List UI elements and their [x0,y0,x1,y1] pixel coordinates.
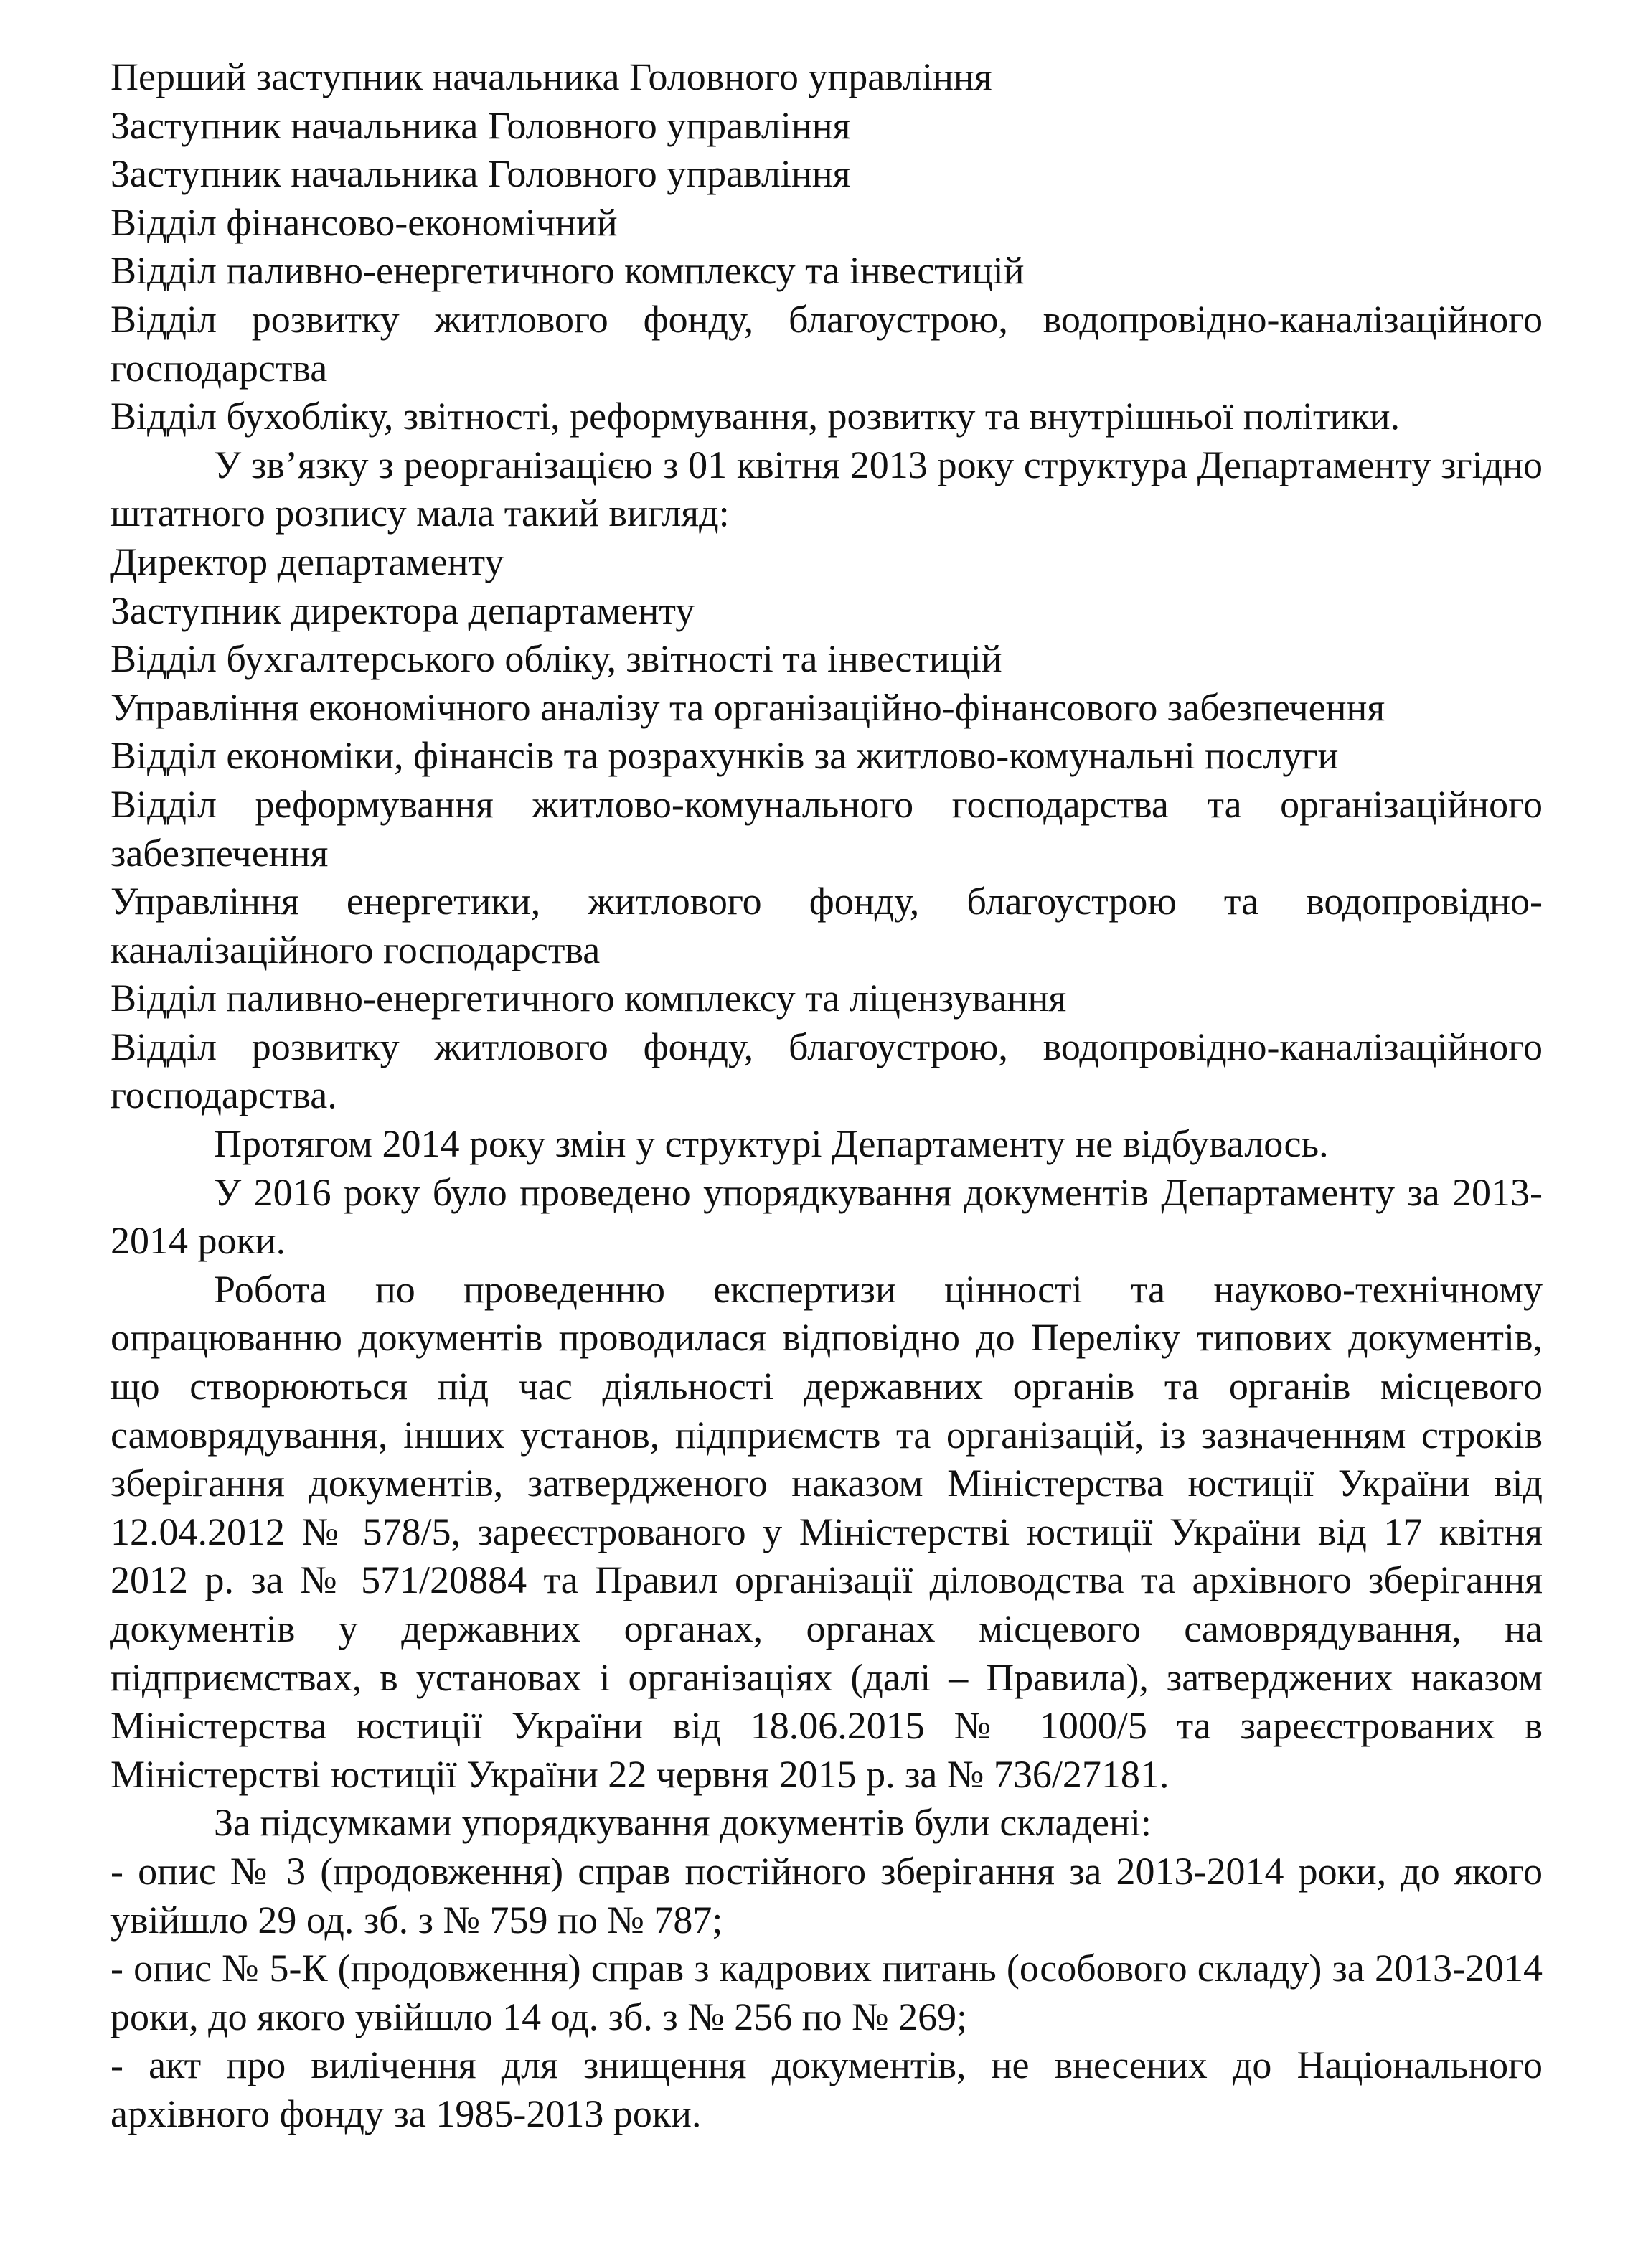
structure-line-2: Заступник начальника Головного управління [110,103,851,147]
results-intro: За підсумками упорядкування документів були складені: [214,1801,1152,1845]
result-item-2: - опис № 5-К (продовження) справ з кадрових питань (особового складу) за 2013-2014 роки, до якого увійшло 14 од. зб. з № 256 по № 269; [110,1947,1543,2038]
new-structure-line-6: Відділ реформування житлово-комунального господарства та організаційного забезпечення [110,782,1543,875]
new-structure-line-9: Відділ розвитку житлового фонду, благоустрою, водопровідно-каналізаційного господарства. [110,1025,1543,1117]
structure-line-5: Відділ паливно-енергетичного комплексу та інвестицій [110,249,1025,293]
paragraph-2014: Протягом 2014 року змін у структурі Департаменту не відбувалось. [214,1122,1329,1166]
reorg-paragraph: У зв’язку з реорганізацією з 01 квітня 2013 року структура Департаменту згідно штатного розпису мала такий вигляд: [110,443,1543,535]
structure-line-6: Відділ розвитку житлового фонду, благоустрою, водопровідно-каналізаційного господарства [110,297,1543,390]
result-item-1: - опис № 3 (продовження) справ постійного зберігання за 2013-2014 роки, до якого увійшло 29 од. зб. з № 759 по № 787; [110,1849,1543,1942]
structure-line-1: Перший заступник начальника Головного управління [110,55,992,98]
new-structure-line-1: Директор департаменту [110,540,504,583]
document-body [110,53,1543,2139]
new-structure-line-4: Управління економічного аналізу та організаційно-фінансового забезпечення [110,685,1385,729]
new-structure-line-2: Заступник директора департаменту [110,588,695,632]
structure-line-7: Відділ бухобліку, звітності, реформування, розвитку та внутрішньої політики. [110,395,1401,438]
new-structure-line-5: Відділ економіки, фінансів та розрахунків за житлово-комунальні послуги [110,734,1339,778]
new-structure-line-7: Управління енергетики, житлового фонду, благоустрою та водопровідно-каналізаційного господарства [110,880,1543,971]
new-structure-line-8: Відділ паливно-енергетичного комплексу та ліцензування [110,977,1067,1020]
new-structure-line-3: Відділ бухгалтерського обліку, звітності та інвестицій [110,637,1002,681]
result-item-3: - акт про вилічення для знищення документів, не внесених до Національного архівного фонду за 1985-2013 роки. [110,2043,1543,2135]
paragraph-2016: У 2016 року було проведено упорядкування документів Департаменту за 2013-2014 роки. [110,1170,1543,1263]
structure-line-4: Відділ фінансово-економічний [110,200,618,244]
paragraph-expertise-work: Робота по проведенню експертизи цінності та науково-технічному опрацюванню документів проводилася відповідно до Переліку типових документів, що створюються під час діяльності державних органів та органів місцевого самоврядування, інших установ, підприємств та організацій, із зазначенням строків зберігання документів, затвердженого наказом Міністерства юстиції України від 12.04.2012 № 578/5, зареєстрованого у Міністерстві юстиції України від 17 квітня 2012 р. за № 571/20884 та Правил організації діловодства та архівного зберігання документів у державних органах, органах місцевого самоврядування, на підприємствах, в установах і організаціях (далі – Правила), затверджених наказом Міністерства юстиції України від 18.06.2015 № 1000/5 та зареєстрованих в Міністерстві юстиції України 22 червня 2015 р. за № 736/27181. [110,1267,1543,1796]
structure-line-3: Заступник начальника Головного управління [110,152,851,196]
